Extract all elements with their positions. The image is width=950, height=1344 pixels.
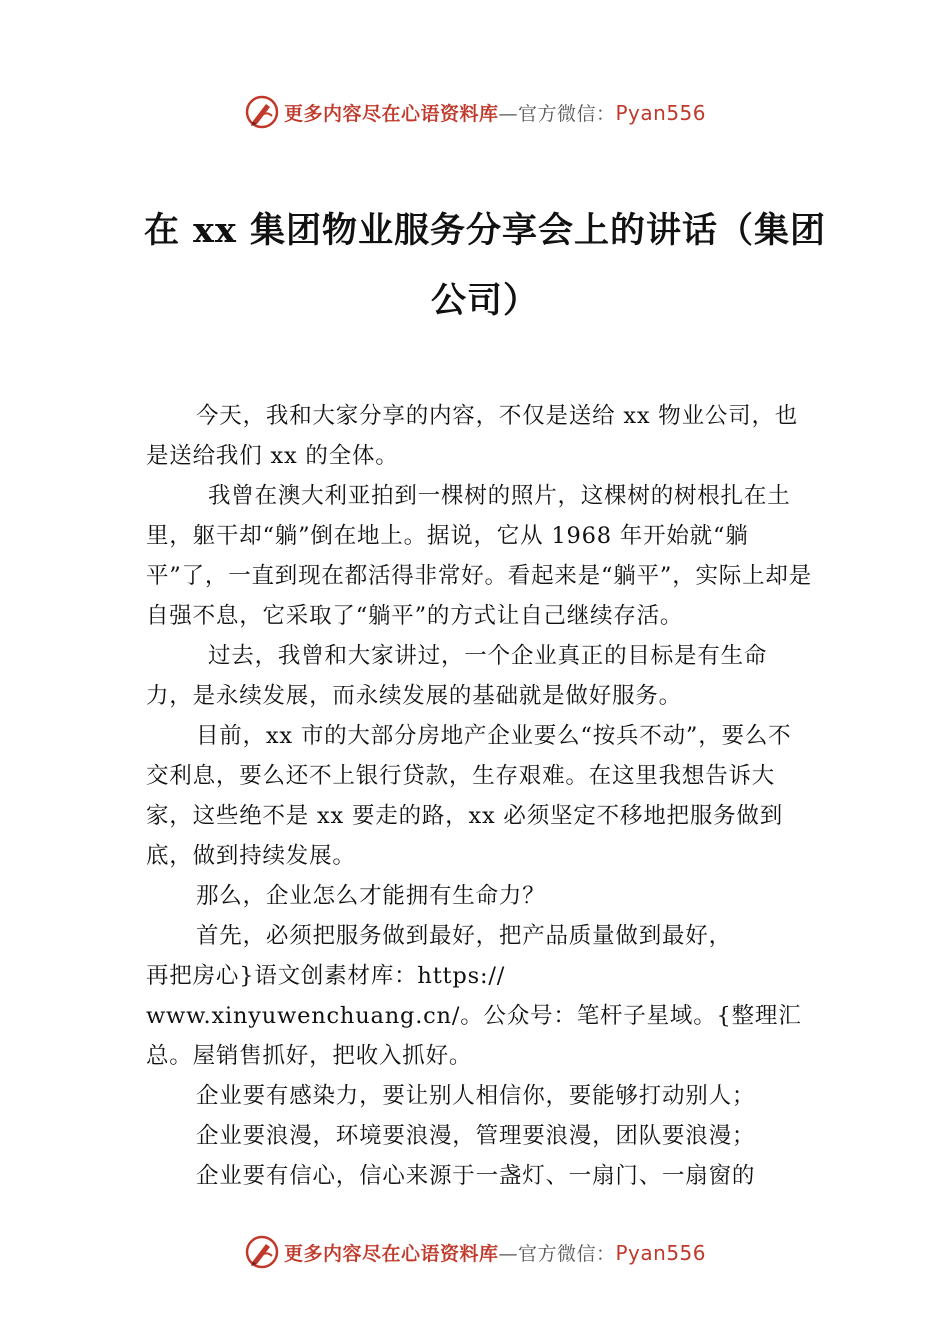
header-banner-id: Pyan556 <box>615 100 707 125</box>
header-banner <box>0 92 950 132</box>
paragraph-10: 企业要浪漫，环境要浪漫，管理要浪漫，团队要浪漫； <box>196 1123 756 1149</box>
pen-circle-logo-icon <box>244 94 280 130</box>
header-banner-mid: —官方微信： <box>498 102 616 125</box>
pen-circle-logo-icon <box>244 1234 280 1270</box>
footer-banner-id: Pyan556 <box>615 1240 707 1265</box>
header-banner-main: 更多内容尽在心语资料库 <box>283 102 499 125</box>
paragraph-6: 首先，必须把服务做到最好，把产品质量做到最好， <box>196 923 732 949</box>
paragraph-4: 目前，xx 市的大部分房地产企业要么“按兵不动”，要么不交利息，要么还不上银行贷款，生存艰难。在这里我想告诉大家，这些绝不是 xx 要走的路，xx 必须坚定不移地把服务做到底，做到持续发展。 <box>146 723 792 869</box>
paragraph-3: 过去，我曾和大家讲过，一个企业真正的目标是有生命力，是永续发展，而永续发展的基础就是做好服务。 <box>146 643 768 709</box>
paragraph-9: 企业要有感染力，要让别人相信你，要能够打动别人； <box>196 1083 756 1109</box>
footer-banner-mid: —官方微信： <box>498 1242 616 1265</box>
paragraph-2: 我曾在澳大利亚拍到一棵树的照片，这棵树的树根扎在土里，躯干却“躺”倒在地上。据说，它从 1968 年开始就“躺平”了，一直到现在都活得非常好。看起来是“躺平”，实际上却是自强不息，它采取了“躺平”的方式让自己继续存活。 <box>146 483 813 629</box>
footer-banner-text <box>284 1239 706 1266</box>
paragraph-11: 企业要有信心，信心来源于一盏灯、一扇门、一扇窗的 <box>196 1163 756 1189</box>
footer-banner <box>0 1232 950 1272</box>
footer-banner-main: 更多内容尽在心语资料库 <box>283 1242 499 1265</box>
header-banner-text <box>284 99 706 126</box>
paragraph-7: 再把房心}语文创素材库：https:// <box>146 963 506 989</box>
paragraph-1: 今天，我和大家分享的内容，不仅是送给 xx 物业公司，也是送给我们 xx 的全体。 <box>146 403 799 469</box>
paragraph-8: www.xinyuwenchuang.cn/。公众号：笔杆子星域。{整理汇总。屋销售抓好，把收入抓好。 <box>146 1003 802 1069</box>
document-body <box>146 396 812 1196</box>
document-title: 在 xx 集团物业服务分享会上的讲话（集团公司） <box>143 210 827 321</box>
paragraph-5: 那么，企业怎么才能拥有生命力？ <box>196 883 546 909</box>
